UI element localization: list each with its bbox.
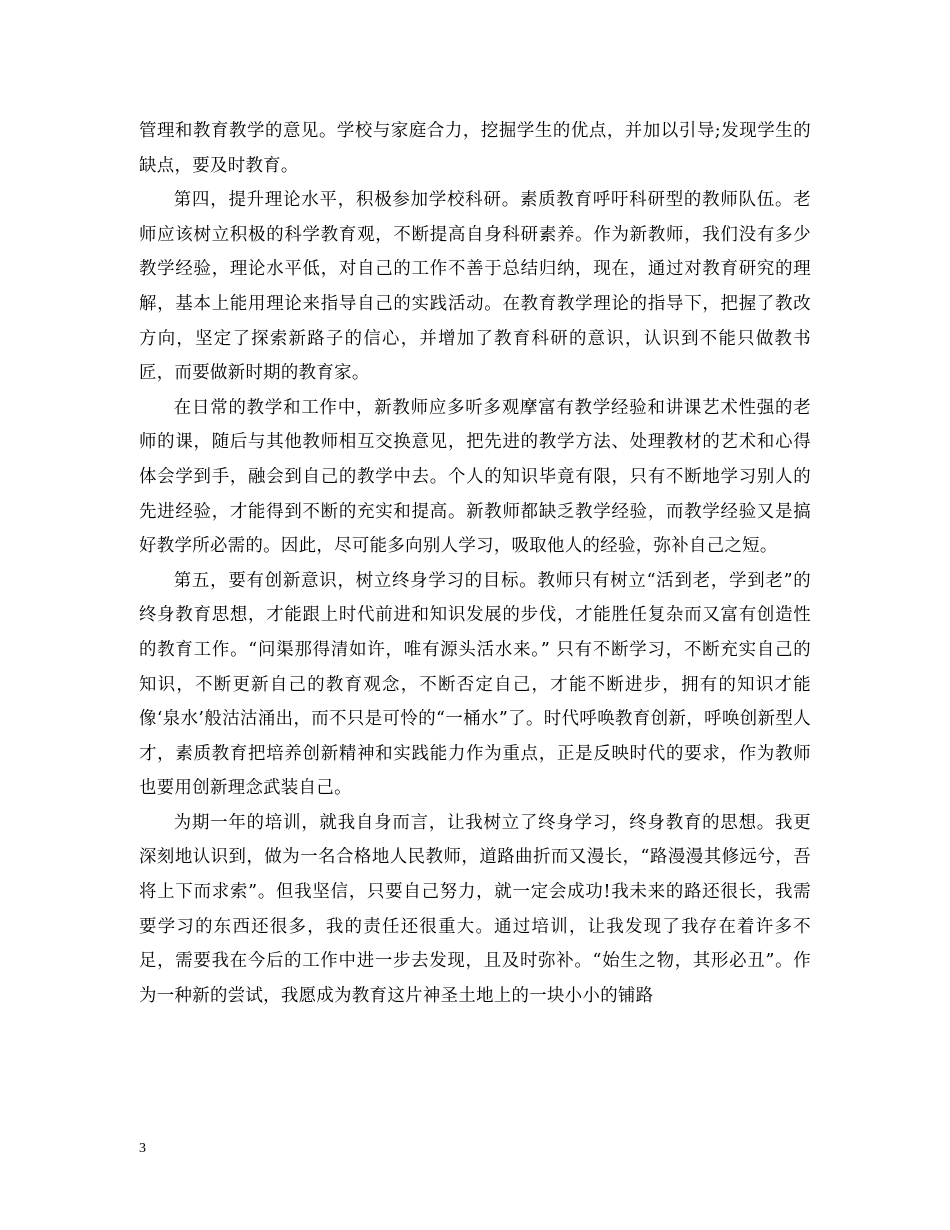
paragraph-2: 第四，提升理论水平，积极参加学校科研。素质教育呼吁科研型的教师队伍。老师应该树立积极的科学教育观，不断提高自身科研素养。作为新教师，我们没有多少教学经验，理论水平低，对自己的工作不善于总结归纳，现在，通过对教育研究的理解，基本上能用理论来指导自己的实践活动。在教育教学理论的指导下，把握了教改方向，坚定了探索新路子的信心，并增加了教育科研的意识，认识到不能只做教书匠，而要做新时期的教育家。 <box>139 190 811 384</box>
paragraph-4: 第五，要有创新意识，树立终身学习的目标。教师只有树立“活到老，学到老”的终身教育思想，才能跟上时代前进和知识发展的步伐，才能胜任复杂而又富有创造性的教育工作。“问渠那得清如许，唯有源头活水来。” 只有不断学习，不断充实自己的知识，不断更新自己的教育观念，不断否定自己，才能不断进步，拥有的知识才能像‘泉水’般沽沽涌出，而不只是可怜的“一桶水”了。时代呼唤教育创新，呼唤创新型人才，素质教育把培养创新精神和实践能力作为重点，正是反映时代的要求，作为教师也要用创新理念武装自己。 <box>139 570 811 799</box>
body-text <box>139 114 811 1013</box>
paragraph-3: 在日常的教学和工作中，新教师应多听多观摩富有教学经验和讲课艺术性强的老师的课，随后与其他教师相互交换意见，把先进的教学方法、处理教材的艺术和心得体会学到手，融会到自己的教学中去。个人的知识毕竟有限，只有不断地学习别人的先进经验，才能得到不断的充实和提高。新教师都缺乏教学经验，而教学经验又是搞好教学所必需的。因此，尽可能多向别人学习，吸取他人的经验，弥补自己之短。 <box>139 397 811 557</box>
paragraph-1: 管理和教育教学的意见。学校与家庭合力，挖掘学生的优点，并加以引导;发现学生的缺点，要及时教育。 <box>139 121 811 176</box>
page-number: 3 <box>139 1141 146 1156</box>
paragraph-5: 为期一年的培训，就我自身而言，让我树立了终身学习，终身教育的思想。我更深刻地认识到，做为一名合格地人民教师，道路曲折而又漫长，“路漫漫其修远兮，吾将上下而求索”。但我坚信，只要自己努力，就一定会成功!我未来的路还很长，我需要学习的东西还很多，我的责任还很重大。通过培训，让我发现了我存在着许多不足，需要我在今后的工作中进一步去发现，且及时弥补。“始生之物，其形必丑”。作为一种新的尝试，我愿成为教育这片神圣土地上的一块小小的铺路 <box>139 812 811 1006</box>
